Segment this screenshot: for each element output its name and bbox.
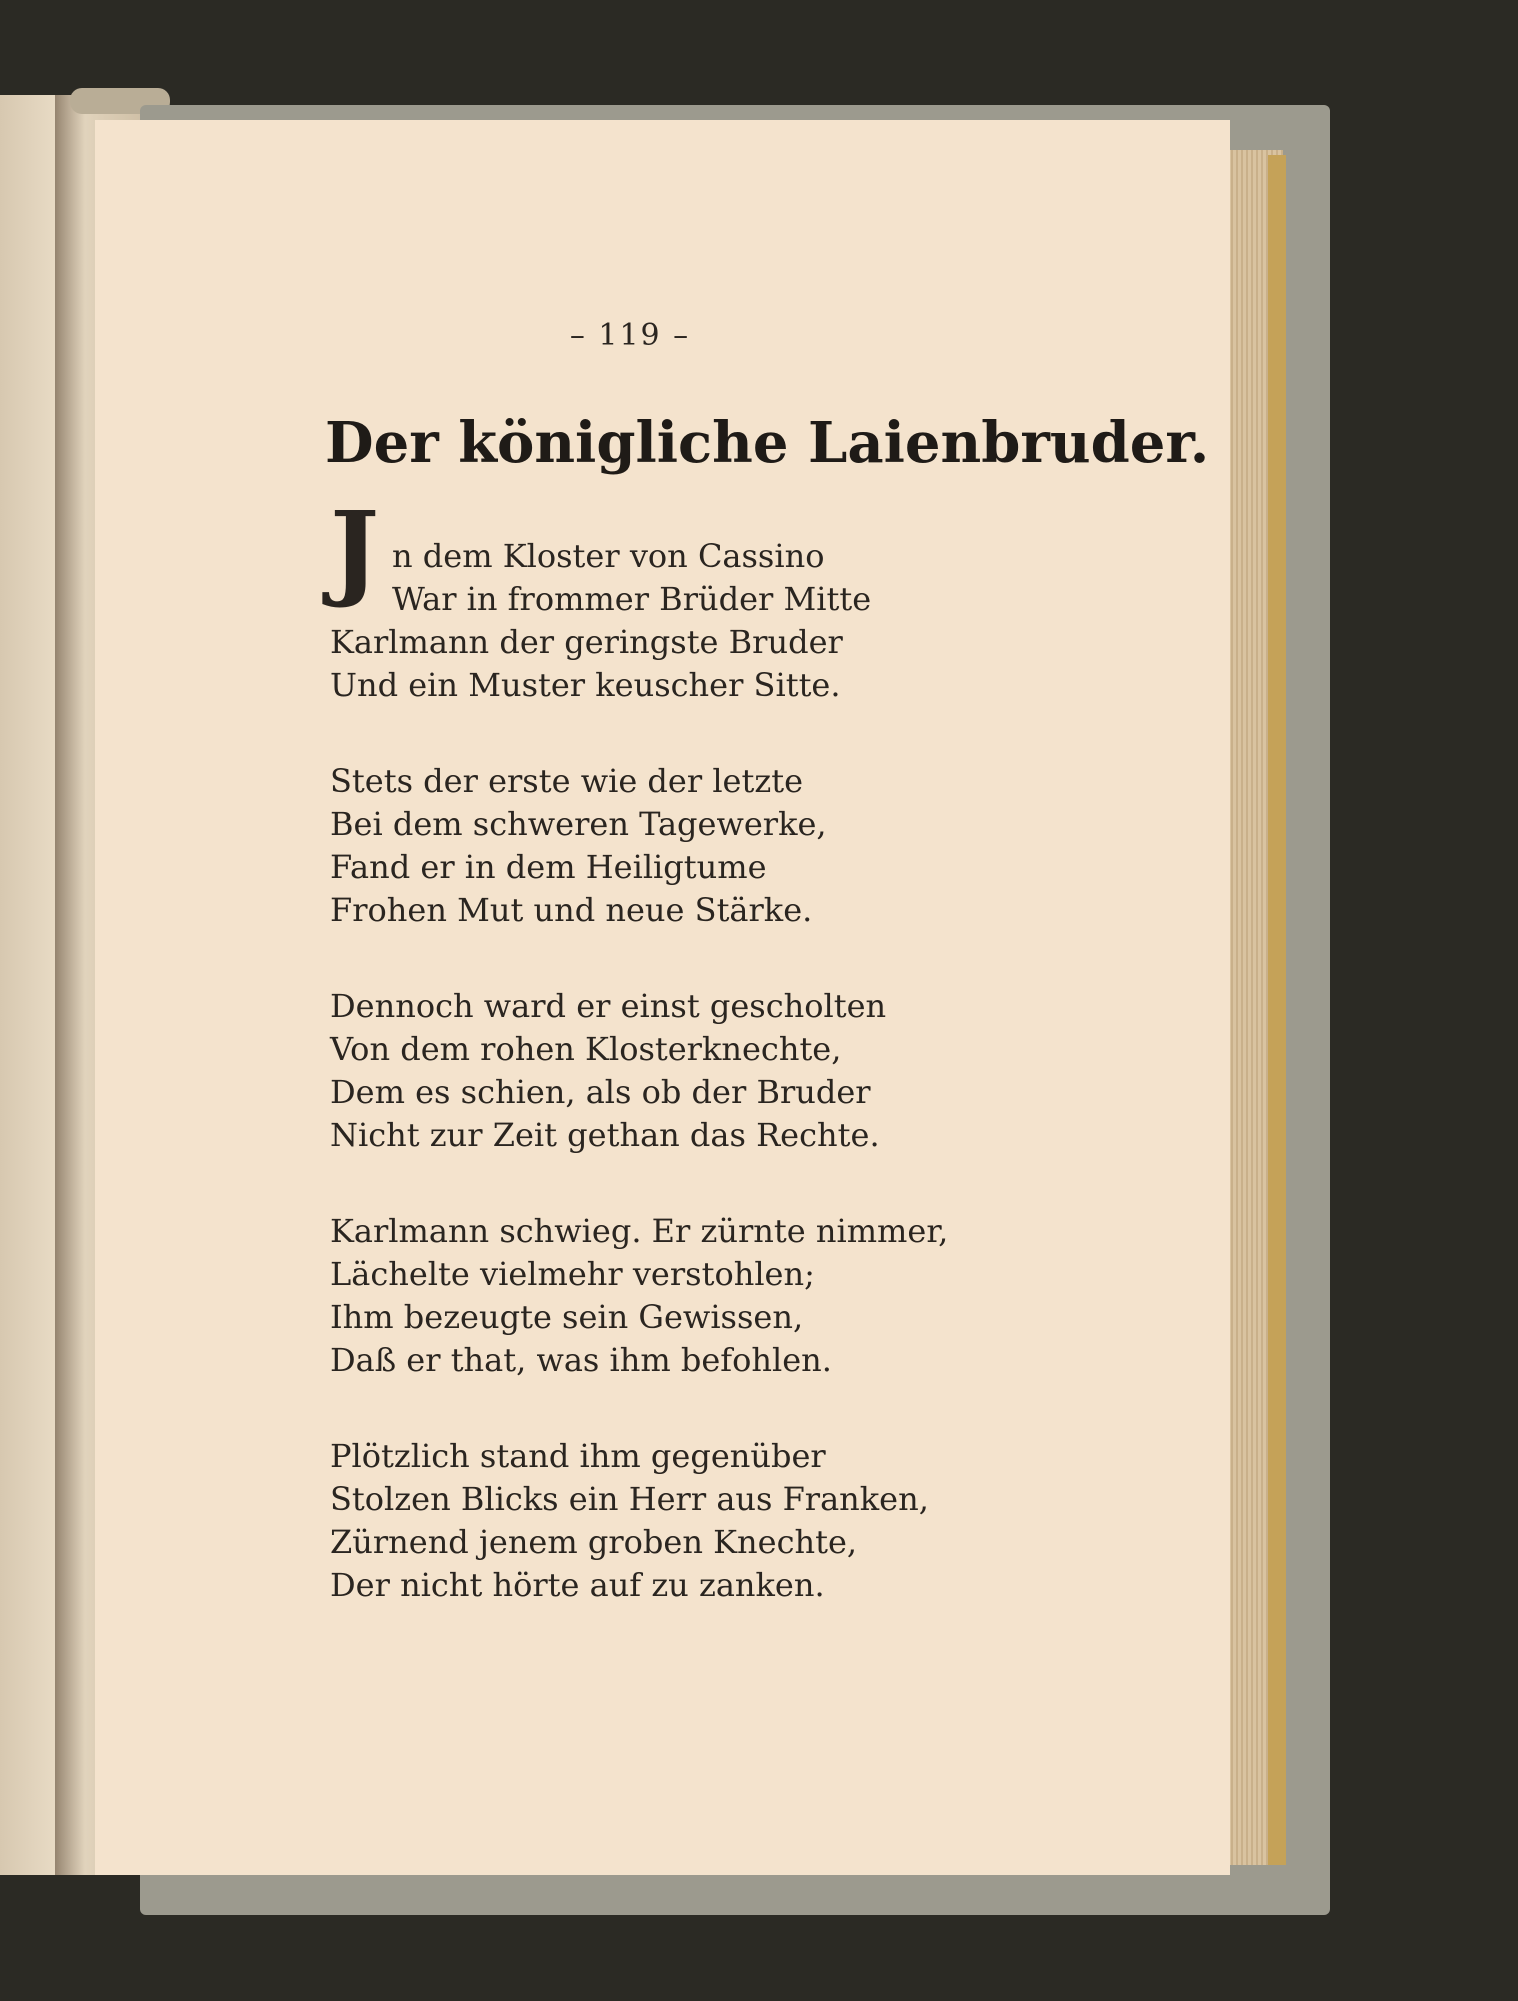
poem-line: Stolzen Blicks ein Herr aus Franken, xyxy=(330,1480,929,1518)
poem-line: Der nicht hörte auf zu zanken. xyxy=(330,1566,825,1604)
poem-line: Dennoch ward er einst gescholten xyxy=(330,987,887,1025)
stanza xyxy=(330,760,1010,932)
stanza xyxy=(330,535,1010,707)
poem-line: Karlmann der geringste Bruder xyxy=(330,623,843,661)
gilt-edge xyxy=(1268,155,1286,1865)
poem-line: Fand er in dem Heiligtume xyxy=(330,848,767,886)
stanza xyxy=(330,1210,1010,1382)
poem-line: Frohen Mut und neue Stärke. xyxy=(330,891,813,929)
book-spine xyxy=(55,95,85,1875)
poem-body xyxy=(330,535,1010,1660)
poem-line: Karlmann schwieg. Er zürnte nimmer, xyxy=(330,1212,949,1250)
poem-line: n dem Kloster von Cassino xyxy=(392,537,825,575)
poem-line: Bei dem schweren Tagewerke, xyxy=(330,805,827,843)
poem-line: Von dem rohen Klosterknechte, xyxy=(330,1030,842,1068)
poem-line: Dem es schien, als ob der Bruder xyxy=(330,1073,871,1111)
poem-line: Nicht zur Zeit gethan das Rechte. xyxy=(330,1116,880,1154)
poem-line: Lächelte vielmehr verstohlen; xyxy=(330,1255,815,1293)
drop-cap-initial: J xyxy=(330,488,380,611)
poem-line: War in frommer Brüder Mitte xyxy=(392,580,872,618)
stanza xyxy=(330,1435,1010,1607)
stanza xyxy=(330,985,1010,1157)
poem-line: Ihm bezeugte sein Gewissen, xyxy=(330,1298,804,1336)
poem-line: Stets der erste wie der letzte xyxy=(330,762,803,800)
poem-line: Zürnend jenem groben Knechte, xyxy=(330,1523,858,1561)
poem-title: Der königliche Laienbruder. xyxy=(325,410,1210,476)
poem-line: Daß er that, was ihm befohlen. xyxy=(330,1341,832,1379)
poem-line: Plötzlich stand ihm gegenüber xyxy=(330,1437,826,1475)
page-number: – 119 – xyxy=(569,318,691,353)
poem-line: Und ein Muster keuscher Sitte. xyxy=(330,666,841,704)
